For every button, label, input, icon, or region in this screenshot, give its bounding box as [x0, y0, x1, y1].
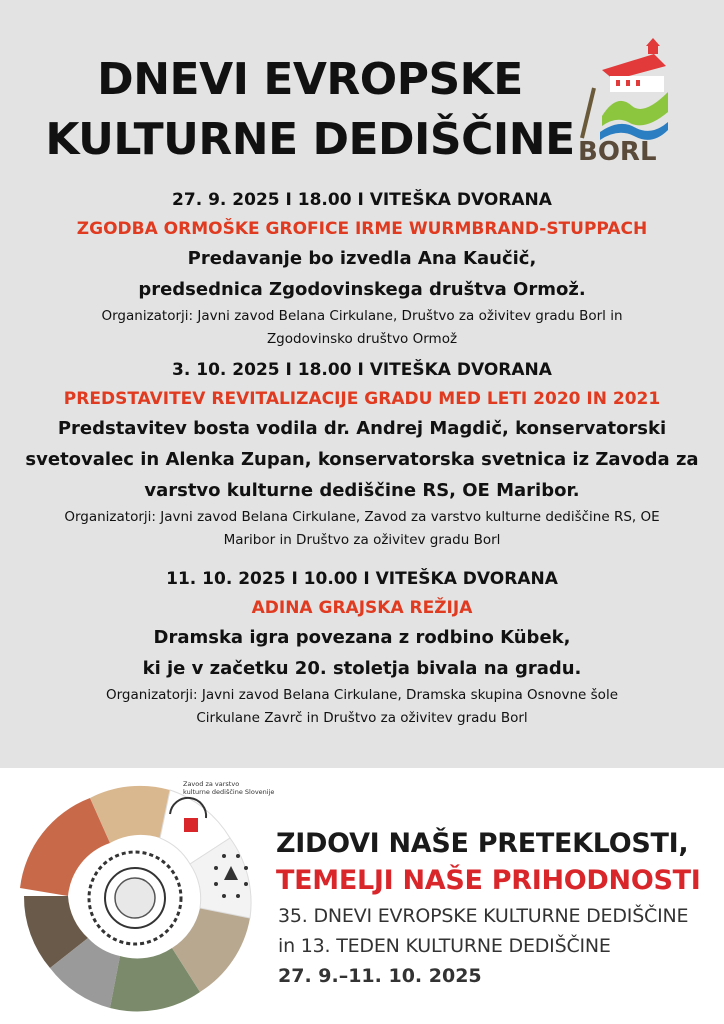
description-line: ki je v začetku 20. stoletja bivala na gradu.: [142, 658, 582, 679]
banner-dates: 27. 9.–11. 10. 2025: [278, 965, 482, 987]
event-title: PREDSTAVITEV REVITALIZACIJE GRADU MED LETI 2020 IN 2021: [63, 389, 661, 409]
description-line: Predstavitev bosta vodila dr. Andrej Magdič, konservatorski: [57, 418, 667, 439]
heritage-collage-icon: [0, 768, 280, 1024]
event-title: ZGODBA ORMOŠKE GROFICE IRME WURMBRAND-STUPPACH: [76, 219, 648, 239]
event-organizers: [0, 684, 724, 730]
banner-headline-1: ZIDOVI NAŠE PRETEKLOSTI,: [276, 828, 689, 859]
description-line: svetovalec in Alenka Zupan, konservatorska svetnica iz Zavoda za: [25, 449, 699, 470]
description-line: Dramska igra povezana z rodbino Kübek,: [153, 627, 571, 648]
banner-subtitle-1: 35. DNEVI EVROPSKE KULTURNE DEDIŠČINE: [278, 905, 689, 927]
events-list: [0, 185, 724, 730]
event-3: [0, 564, 724, 730]
logo-text-line: kulturne dediščine Slovenije: [183, 788, 275, 796]
description-line: predsednica Zgodovinskega društva Ormož.: [138, 279, 586, 300]
banner-subtitle-2: in 13. TEDEN KULTURNE DEDIŠČINE: [278, 935, 611, 957]
title-line-2: KULTURNE DEDIŠČINE: [45, 114, 575, 165]
event-title: ADINA GRAJSKA REŽIJA: [251, 598, 473, 618]
logo-text: BORL: [578, 137, 657, 166]
organizers-line: Organizatorji: Javni zavod Belana Cirkulane, Dramska skupina Osnovne šole: [105, 687, 618, 703]
page-title: [40, 50, 580, 170]
organizers-line: Zgodovinsko društvo Ormož: [266, 331, 458, 347]
event-date: 3. 10. 2025 I 18.00 I VITEŠKA DVORANA: [172, 360, 552, 380]
event-date: 11. 10. 2025 I 10.00 I VITEŠKA DVORANA: [166, 569, 558, 589]
title-line-1: DNEVI EVROPSKE: [97, 54, 523, 105]
event-1: [0, 185, 724, 351]
organizers-line: Cirkulane Zavrč in Društvo za oživitev gradu Borl: [196, 710, 528, 726]
event-description: [0, 622, 724, 684]
organizers-line: Maribor in Društvo za oživitev gradu Borl: [223, 532, 501, 548]
banner-headline-2: TEMELJI NAŠE PRIHODNOSTI: [276, 865, 701, 896]
description-line: Predavanje bo izvedla Ana Kaučič,: [187, 248, 537, 269]
organizers-line: Organizatorji: Javni zavod Belana Cirkulane, Zavod za varstvo kulturne dediščine RS, OE: [64, 509, 660, 525]
event-organizers: [0, 305, 724, 351]
event-description: [0, 243, 724, 305]
event-2: [0, 355, 724, 552]
logo-text-line: Zavod za varstvo: [183, 780, 240, 788]
heritage-days-banner: [0, 768, 724, 1024]
borl-logo: [572, 36, 672, 166]
description-line: varstvo kulturne dediščine RS, OE Maribor.: [144, 480, 580, 501]
organizers-line: Organizatorji: Javni zavod Belana Cirkulane, Društvo za oživitev gradu Borl in: [101, 308, 623, 324]
event-organizers: [0, 506, 724, 552]
zvkds-logo-text: [183, 780, 274, 796]
castle-logo-icon: [572, 36, 672, 166]
event-description: [0, 413, 724, 506]
event-date: 27. 9. 2025 I 18.00 I VITEŠKA DVORANA: [172, 190, 552, 210]
